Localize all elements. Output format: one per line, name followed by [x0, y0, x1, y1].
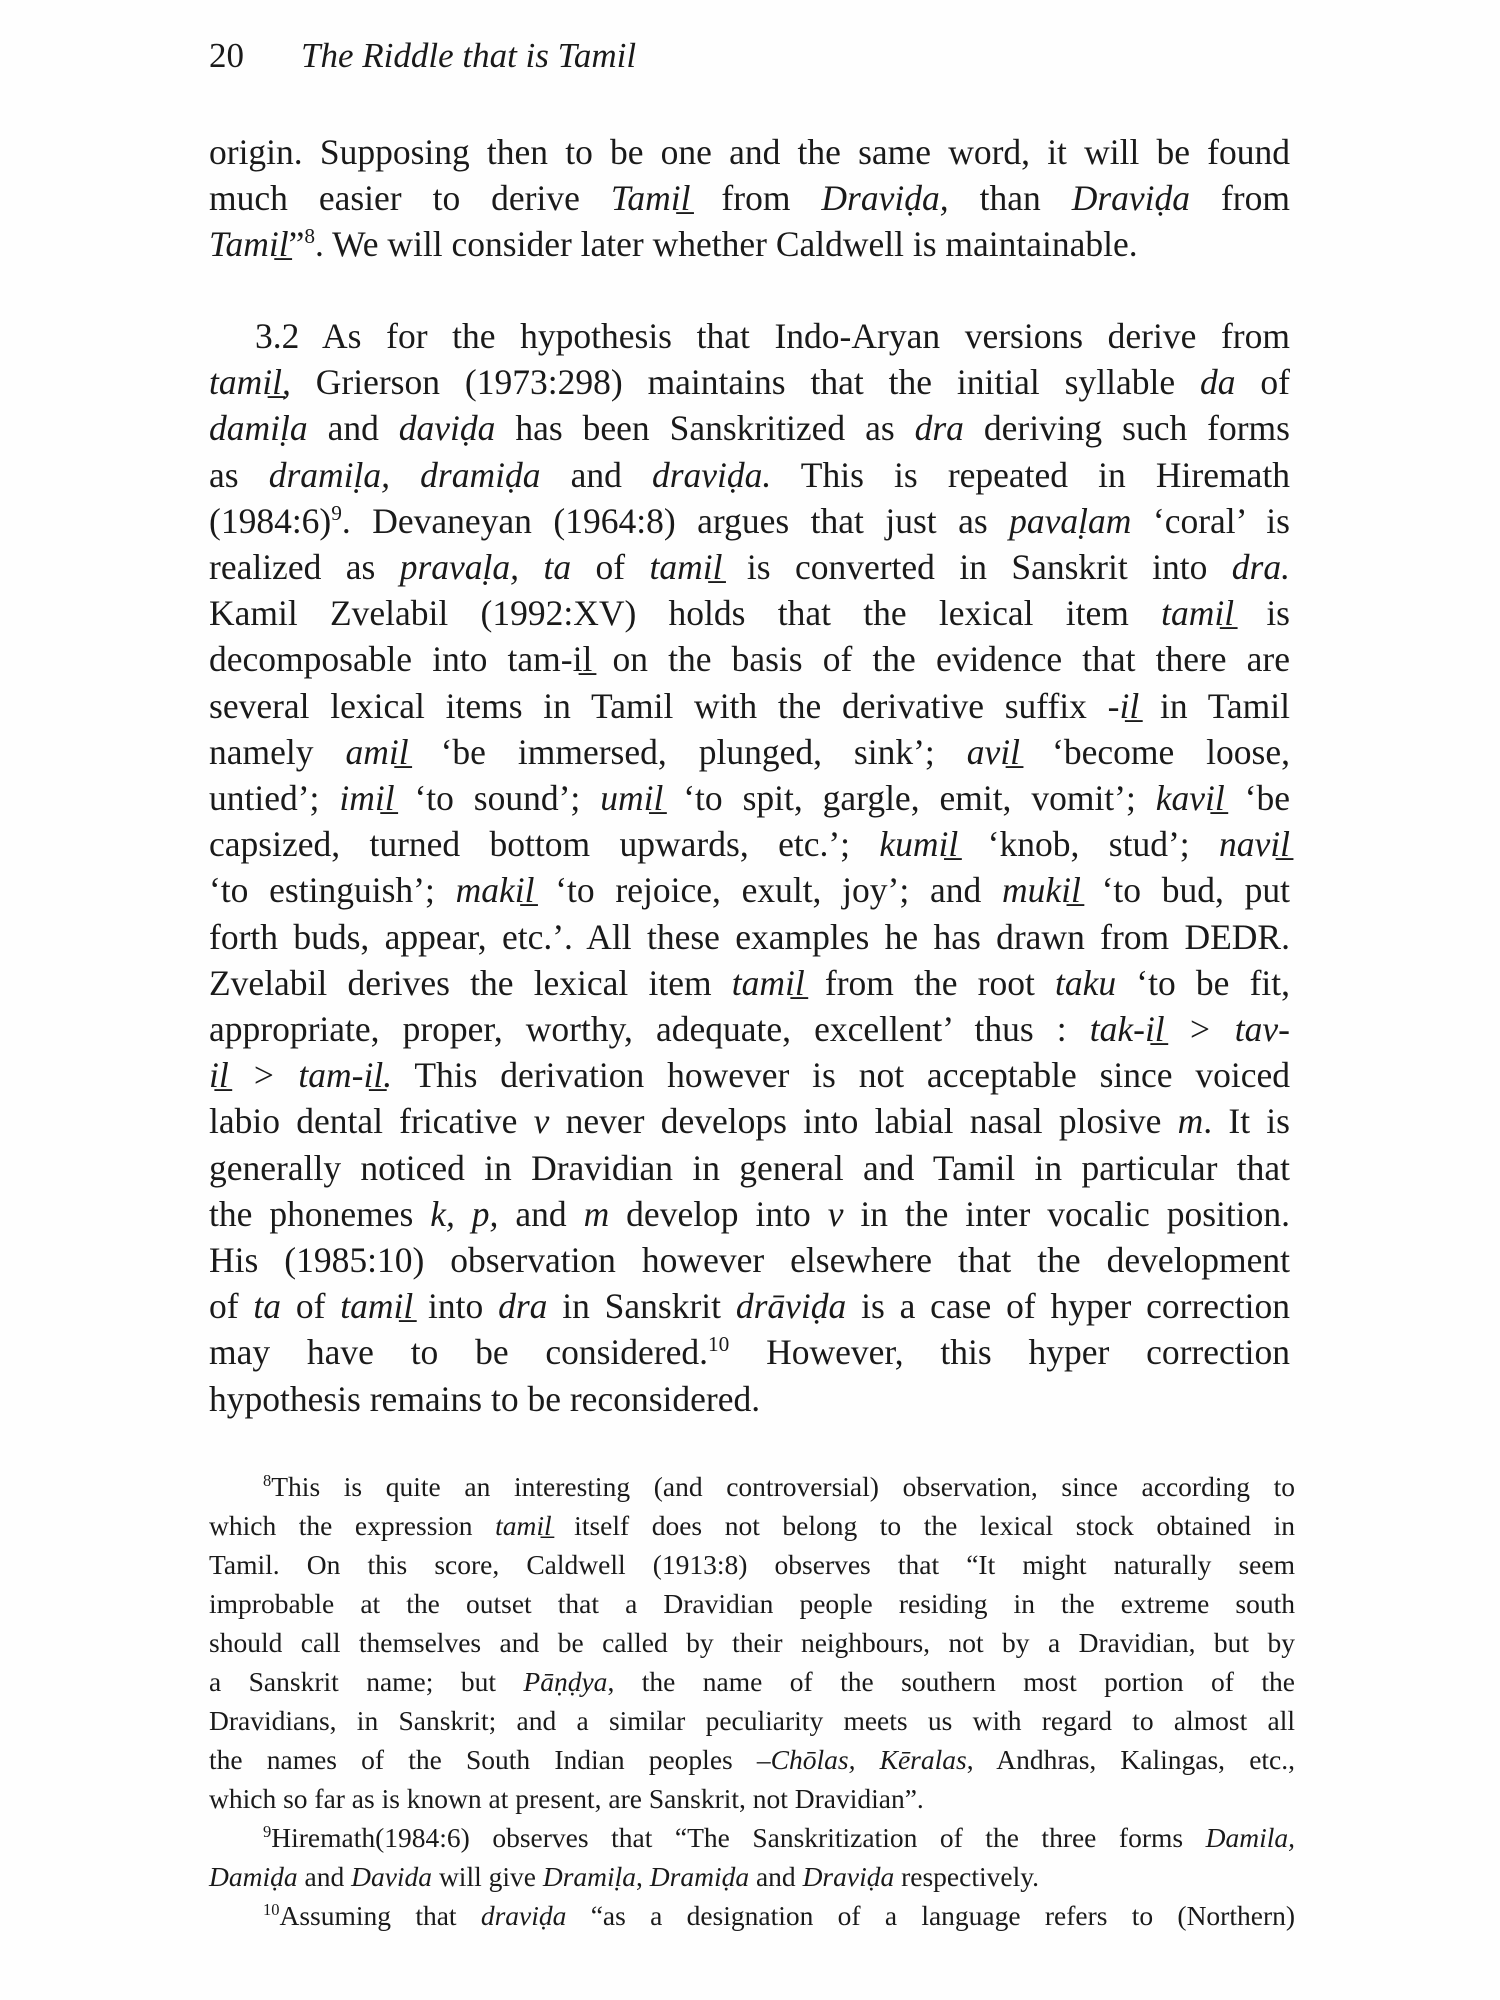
text-run: than [948, 178, 1072, 219]
text-run: This is quite an interesting (and controversial) observation, since according to [271, 1471, 1295, 1502]
italic-term: drāviḍa [735, 1286, 847, 1327]
italic-term: dramiḷa, dramiḍa [268, 454, 541, 495]
italic-term: Draviḍa [802, 1861, 895, 1892]
text-line [209, 498, 1290, 544]
text-run: should call themselves and be called by their neighbours, not by a Dravidian, but by [209, 1627, 1295, 1658]
text-run: several lexical items in Tamil with the derivative suffix [209, 685, 1108, 726]
text-run: capsized, turned bottom upwards, etc.’; [209, 824, 880, 865]
text-line [209, 914, 1290, 960]
italic-term: mukil̲ [1001, 870, 1081, 911]
running-head [209, 36, 636, 76]
text-run: in the inter vocalic position. [843, 1193, 1291, 1234]
text-line [209, 452, 1290, 498]
page-number: 20 [209, 36, 244, 75]
italic-term: Pāṇḍya [523, 1666, 608, 1697]
italic-term: ta [253, 1286, 282, 1327]
italic-term: makil̲ [455, 870, 535, 911]
text-run: This derivation however is not acceptable since voiced [392, 1055, 1290, 1096]
footnote-line [209, 1584, 1295, 1623]
text-run: respectively. [894, 1861, 1040, 1892]
text-line [209, 683, 1290, 729]
text-run: Tamil. On this score, Caldwell (1913:8) observes that “It might naturally seem [209, 1549, 1295, 1580]
text-run: ‘be [1224, 778, 1290, 818]
italic-term: Tamil̲ [209, 224, 289, 265]
text-line [209, 1006, 1290, 1052]
footnote-reference: 10 [708, 1332, 730, 1357]
italic-term: tak-il̲ > tav- [1089, 1009, 1290, 1049]
text-line [209, 544, 1290, 590]
text-run: from the root [804, 962, 1055, 1003]
italic-term: Davida [351, 1861, 433, 1892]
text-run: will give [432, 1861, 543, 1892]
italic-term: m [1177, 1101, 1204, 1142]
text-run: untied’; [209, 778, 340, 818]
text-run: and [498, 1193, 584, 1234]
text-line [209, 867, 1290, 913]
italic-term: tamil̲ [731, 962, 805, 1003]
text-run: as [209, 454, 269, 495]
italic-term: Tamil̲ [610, 178, 691, 219]
italic-term: navil̲ [1219, 824, 1290, 865]
footnote-line [209, 1701, 1295, 1740]
text-run: is converted in Sanskrit into [722, 547, 1232, 587]
text-run: improbable at the outset that a Dravidian people residing in the extreme south [209, 1588, 1295, 1619]
text-run: origin. Supposing then to be one and the same word, it will be found [209, 132, 1290, 172]
text-run: from [690, 178, 822, 219]
italic-term: draviḍa [480, 1900, 567, 1931]
text-run: ” [288, 224, 305, 265]
text-run: , Andhras, Kalingas, etc., [966, 1744, 1296, 1775]
text-run: ‘knob, stud’; [958, 824, 1220, 865]
italic-term: draviḍa. [651, 454, 772, 495]
text-run: ‘become loose, [1020, 731, 1290, 772]
text-run: and [307, 408, 399, 449]
text-run: from [1190, 178, 1290, 219]
text-line [209, 1376, 1290, 1422]
italic-term: Damila, [1205, 1822, 1295, 1853]
text-run: Zvelabil derives the lexical item [209, 962, 732, 1003]
text-run: develop into [609, 1193, 828, 1234]
text-run: ‘be immersed, plunged, sink’; [408, 731, 967, 772]
italic-term: Damiḍa [209, 1861, 298, 1892]
text-line [209, 221, 1290, 267]
text-run: generally noticed in Dravidian in general and Tamil in particular that [209, 1147, 1290, 1188]
italic-term: v [827, 1193, 844, 1234]
text-run: . It is [1203, 1101, 1290, 1142]
text-run: which so far as is known at present, are Sanskrit, not Dravidian”. [209, 1783, 924, 1814]
italic-term: k, p, [430, 1193, 499, 1234]
italic-term: Chōlas, Kēralas [770, 1744, 967, 1775]
text-line [209, 960, 1290, 1006]
footnote-line [209, 1545, 1295, 1584]
text-run: realized as [209, 547, 400, 587]
text-run: is [1234, 593, 1290, 634]
italic-term: il̲ > tam-il̲. [209, 1055, 393, 1096]
footnote-line [209, 1896, 1295, 1935]
italic-term: v [533, 1101, 550, 1142]
text-run: into [413, 1286, 499, 1327]
italic-term: Dramiḍa [649, 1861, 750, 1892]
text-line [209, 405, 1290, 451]
text-run: labio dental fricative [209, 1101, 534, 1142]
text-run: . Devaneyan (1964:8) argues that just as [341, 500, 1010, 541]
italic-term: daviḍa [398, 408, 496, 449]
footnote-line [209, 1506, 1295, 1545]
book-title: The Riddle that is Tamil [301, 36, 637, 75]
italic-term: tamil̲ [649, 547, 723, 587]
text-run: of [1235, 362, 1290, 403]
text-run: of [571, 547, 650, 587]
italic-term: dra. [1231, 547, 1290, 587]
footnote-line [209, 1740, 1295, 1779]
text-run: , the name of the southern most portion of the [607, 1666, 1295, 1697]
text-run: of [209, 1286, 254, 1327]
text-run: the names of the South Indian peoples – [209, 1744, 771, 1775]
text-run: and [297, 1861, 352, 1892]
text-run: . We will consider later whether Caldwell is maintainable. [315, 224, 1138, 265]
text-run: ‘to estinguish’; [209, 870, 456, 911]
text-line [209, 1145, 1290, 1191]
italic-term: tamil̲ [1161, 593, 1235, 634]
footnote-marker: 8 [263, 1470, 272, 1490]
text-run: Hiremath(1984:6) observes that “The Sanskritization of the three forms [271, 1822, 1206, 1853]
text-line [209, 1237, 1290, 1283]
text-line [209, 590, 1290, 636]
text-line [209, 775, 1290, 821]
italic-term: kumil̲ [879, 824, 959, 865]
text-run: namely [209, 731, 346, 772]
text-run: Assuming that [279, 1900, 481, 1931]
italic-term: taku [1055, 962, 1117, 1003]
text-line [209, 313, 1290, 359]
italic-term: kavil̲ [1155, 778, 1225, 818]
text-run: a Sanskrit name; but [209, 1666, 524, 1697]
text-run: ‘to sound’; [394, 778, 601, 818]
text-run: , [636, 1861, 650, 1892]
footnote-line [209, 1623, 1295, 1662]
text-run: appropriate, proper, worthy, adequate, excellent’ thus : [209, 1009, 1090, 1049]
text-run: and [540, 454, 652, 495]
text-run: itself does not belong to the lexical stock obtained in [551, 1510, 1295, 1541]
italic-term: dra [914, 408, 964, 449]
text-line [209, 359, 1290, 405]
text-run: has been Sanskritized as [495, 408, 915, 449]
text-run: ‘to bud, put [1080, 870, 1290, 911]
text-run: ‘to spit, gargle, emit, vomit’; [663, 778, 1156, 818]
text-run: in Sanskrit [547, 1286, 736, 1327]
text-run: forth buds, appear, etc.’. All these examples he has drawn from DEDR. [209, 916, 1290, 957]
text-run: decomposable into tam-il̲ on the basis of the evidence that there are [209, 639, 1290, 680]
footnote-reference: 8 [304, 224, 316, 249]
footnote-line [209, 1857, 1295, 1896]
italic-term: damiḷa [209, 408, 308, 449]
text-line [209, 636, 1290, 682]
text-line [209, 1329, 1290, 1375]
italic-term: dra [498, 1286, 548, 1327]
text-run: is a case of hyper correction [846, 1286, 1291, 1327]
italic-term: Dramiḷa [542, 1861, 637, 1892]
footnote-line [209, 1662, 1295, 1701]
text-run: never develops into labial nasal plosive [549, 1101, 1178, 1142]
text-line [209, 1052, 1290, 1098]
italic-term: pavaḷam [1009, 500, 1132, 541]
footnote-line [209, 1467, 1295, 1506]
text-line [209, 1191, 1290, 1237]
text-run: in Tamil [1139, 685, 1290, 726]
text-run: and [749, 1861, 803, 1892]
text-run: ‘coral’ is [1131, 500, 1290, 541]
italic-term: tamil̲ [495, 1510, 552, 1541]
text-run: “as a designation of a language refers to (Northern) [566, 1900, 1296, 1931]
text-run: Dravidians, in Sanskrit; and a similar peculiarity meets us with regard to almost all [209, 1705, 1295, 1736]
text-run: His (1985:10) observation however elsewhere that the development [209, 1240, 1290, 1280]
text-line [209, 175, 1290, 221]
text-run: ‘to rejoice, exult, joy’; and [534, 870, 1002, 911]
text-run: 3.2 As for the hypothesis that Indo-Aryan versions derive from [255, 316, 1290, 356]
footnote-reference: 9 [331, 500, 342, 525]
text-run: Grierson (1973:298) maintains that the initial syllable [290, 362, 1200, 403]
footnote-line [209, 1779, 1295, 1818]
italic-term: tamil̲ [340, 1286, 414, 1327]
text-run: (1984:6) [209, 500, 332, 541]
footnote-marker: 9 [263, 1821, 272, 1841]
text-run: hypothesis remains to be reconsidered. [209, 1378, 761, 1419]
italic-term: m [583, 1193, 610, 1234]
text-run: may have to be considered. [209, 1332, 709, 1373]
text-run: This is repeated in Hiremath [771, 454, 1290, 495]
italic-term: pravaḷa, ta [399, 547, 572, 587]
text-run: much easier to derive [209, 178, 611, 219]
text-run: of [281, 1286, 341, 1327]
text-run: Kamil Zvelabil (1992:XV) holds that the lexical item [209, 593, 1162, 634]
text-line [209, 729, 1290, 775]
text-line [209, 1283, 1290, 1329]
italic-term: Draviḍa [1071, 178, 1191, 219]
italic-term: Draviḍa, [821, 178, 949, 219]
italic-term: da [1200, 362, 1236, 403]
text-run: which the expression [209, 1510, 496, 1541]
italic-term: tamil̲, [209, 362, 291, 403]
text-run: ‘to be fit, [1116, 962, 1291, 1003]
text-run: the phonemes [209, 1193, 431, 1234]
footnote-marker: 10 [263, 1899, 280, 1919]
italic-term: avil̲ [966, 731, 1021, 772]
text-line [209, 1098, 1290, 1144]
text-run: However, this hyper correction [729, 1332, 1290, 1373]
footnote-line [209, 1818, 1295, 1857]
text-line [209, 821, 1290, 867]
italic-term: umil̲ [600, 778, 664, 818]
italic-term: -il̲ [1107, 685, 1140, 726]
italic-term: amil̲ [345, 731, 409, 772]
italic-term: imil̲ [339, 778, 395, 818]
text-run: deriving such forms [963, 408, 1290, 449]
text-line [209, 129, 1290, 175]
